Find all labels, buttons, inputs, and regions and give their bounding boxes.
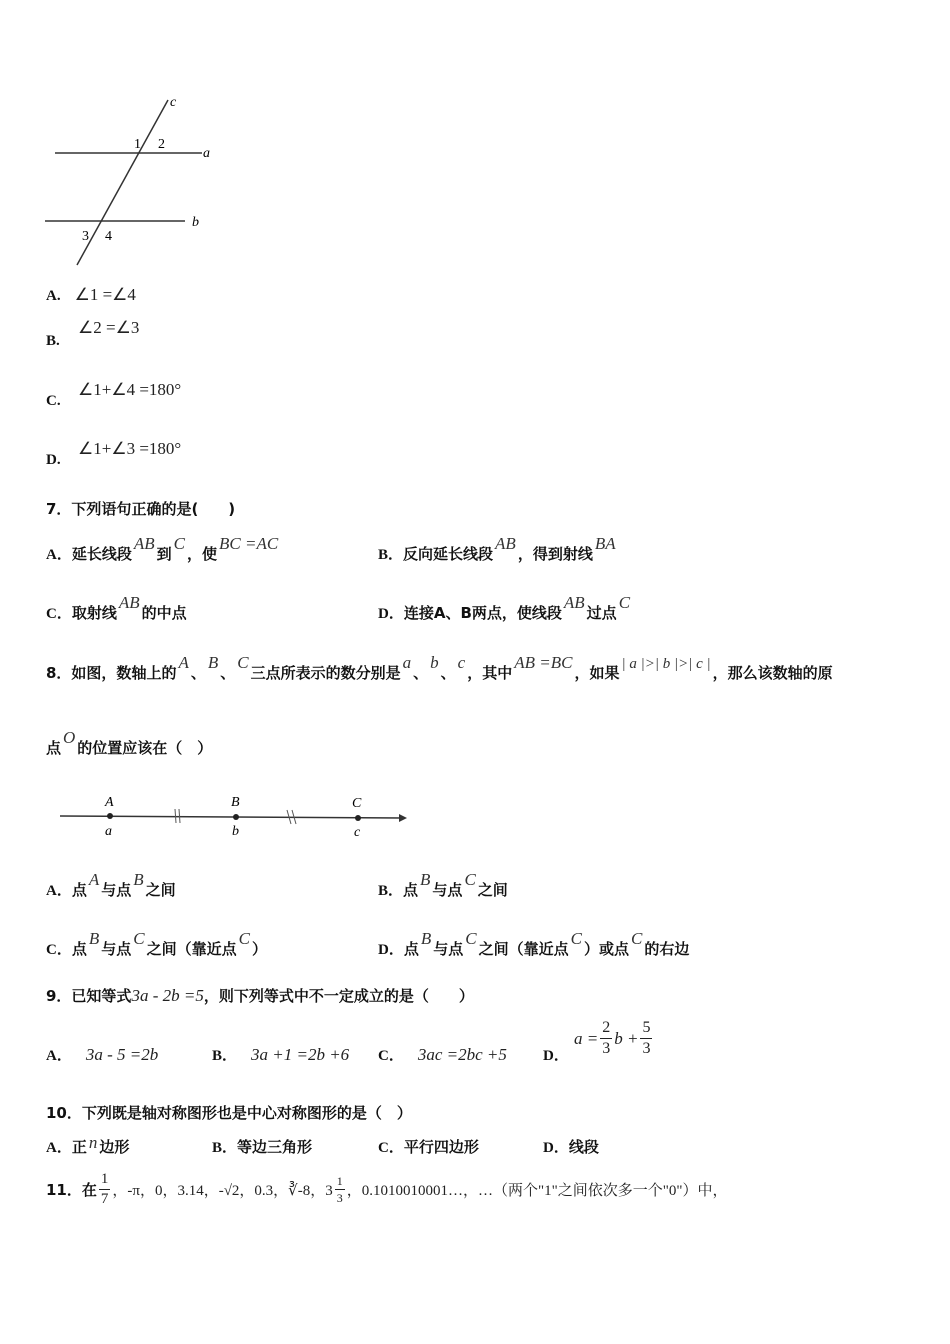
label-b: b: [192, 215, 199, 230]
q11-stem: 11．在 $\frac{1}{7}$ ，-π，0，3.14，-√2，0.3，∛-8，3 $\frac{1}{3}$ ，0.1010010001…，…（两个"1"之间依次多一个"0"）中，: [46, 1171, 728, 1207]
q7-option-c[interactable]: C． 取射线 AB 的中点: [46, 593, 187, 622]
q6-option-c-label[interactable]: C.: [46, 393, 61, 409]
q10-option-d[interactable]: D． 线段: [543, 1138, 599, 1156]
tick-mark: [179, 809, 180, 823]
label-lower-c: c: [354, 825, 361, 840]
q9-stem: 9．已知等式 3a - 2b =5 ，则下列等式中不一定成立的是（ ）: [46, 986, 474, 1005]
label-a: a: [203, 146, 210, 161]
angle-2: 2: [158, 137, 165, 152]
q8-stem-line2: 点 O 的位置应该在（ ）: [46, 728, 213, 757]
q7-option-d[interactable]: D． 连接A、B两点，使线段 AB 过点 C: [378, 593, 631, 622]
q7-option-a[interactable]: A． 延长线段 AB 到 C ，使 BC =AC: [46, 534, 279, 563]
label-c: c: [170, 95, 177, 110]
q10-option-c[interactable]: C． 平行四边形: [378, 1138, 479, 1156]
angle-1: 1: [134, 137, 141, 152]
q8-option-c[interactable]: C． 点 B 与点 C 之间（靠近点 C ）: [46, 929, 267, 958]
q6-option-b-expr: ∠2 =∠3: [78, 318, 140, 337]
label-upper-c: C: [352, 796, 362, 811]
axis-arrow: [399, 814, 407, 822]
q9-option-c[interactable]: C． 3ac =2bc +5: [378, 1045, 507, 1064]
parallel-lines-figure: [40, 92, 230, 272]
point-c: [355, 815, 361, 821]
q6-option-d-expr: ∠1+∠3 =180°: [78, 439, 182, 458]
label-lower-b: b: [232, 824, 239, 839]
q9-option-b[interactable]: B． 3a +1 =2b +6: [212, 1045, 350, 1064]
q8-option-d[interactable]: D． 点 B 与点 C 之间（靠近点 C ）或点 C 的右边: [378, 929, 690, 958]
option-label: A.: [46, 288, 61, 304]
line-c: [77, 100, 168, 265]
q6-option-b-label[interactable]: B.: [46, 333, 60, 349]
label-lower-a: a: [105, 824, 112, 839]
label-upper-b: B: [231, 795, 240, 810]
q7-stem: 7．下列语句正确的是( ): [46, 500, 236, 518]
q6-option-d-label[interactable]: D.: [46, 452, 61, 468]
q7-option-b[interactable]: B． 反向延长线段 AB ，得到射线 BA: [378, 534, 616, 563]
q9-option-d-label[interactable]: D．: [543, 1048, 569, 1064]
q6-option-a[interactable]: [46, 285, 136, 305]
point-b: [233, 814, 239, 820]
q6-option-c-expr: ∠1+∠4 =180°: [78, 380, 182, 399]
angle-3: 3: [82, 229, 89, 244]
q8-stem-line1: 8．如图，数轴上的 A 、 B 、 C 三点所表示的数分别是 a 、 b 、 c ，其中 AB =BC ，如果 | a |>| b |>| c | ，那么该数轴的原: [46, 653, 833, 682]
q10-option-b[interactable]: B． 等边三角形: [212, 1138, 313, 1156]
q8-option-a[interactable]: A． 点 A 与点 B 之间: [46, 870, 176, 899]
q8-option-b[interactable]: B． 点 B 与点 C 之间: [378, 870, 508, 899]
label-upper-a: A: [105, 795, 114, 810]
q10-option-a[interactable]: A． 正 n 边形: [46, 1133, 130, 1156]
option-expr: ∠1 =∠4: [74, 285, 136, 304]
q9-option-d-expr: a = $\frac{2}{3}$ b + $\frac{5}{3}$: [574, 1019, 651, 1057]
q9-option-a[interactable]: A． 3a - 5 =2b: [46, 1045, 159, 1064]
point-a: [107, 813, 113, 819]
q10-stem: 10．下列既是轴对称图形也是中心对称图形的是（ ）: [46, 1104, 412, 1122]
angle-4: 4: [105, 229, 112, 244]
number-line-figure: [55, 788, 415, 843]
tick-mark: [175, 809, 176, 823]
